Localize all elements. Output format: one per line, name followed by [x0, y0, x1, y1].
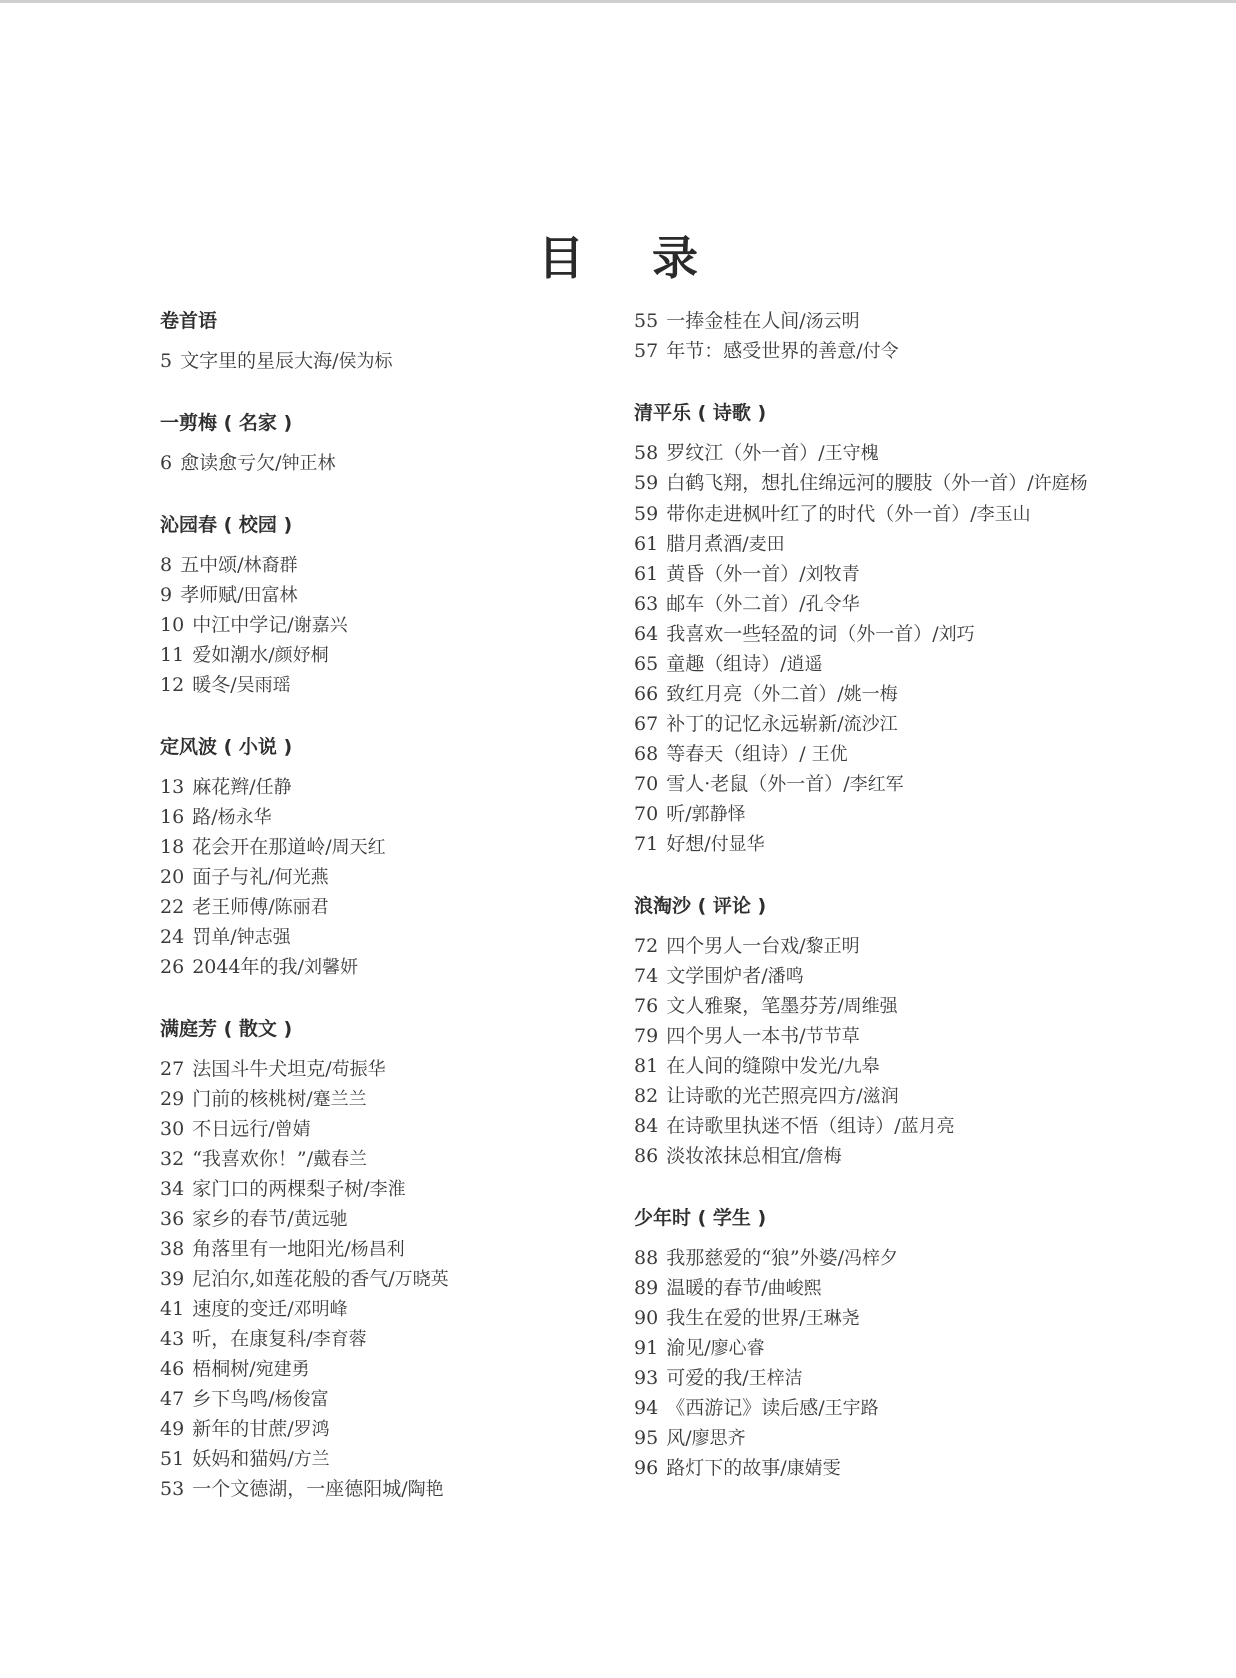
page-number: 58 [634, 442, 659, 464]
entry-title: 路/ [192, 806, 218, 828]
entry-title: 路灯下的故事/ [666, 1457, 787, 1479]
entry-title: 好想/ [666, 833, 711, 855]
entry-title: 文学围炉者/ [666, 965, 768, 987]
toc-entry[interactable] [160, 892, 630, 922]
toc-entry[interactable] [160, 862, 630, 892]
entry-author: 王宇路 [824, 1398, 879, 1419]
page-number: 27 [160, 1058, 185, 1080]
page-number: 67 [634, 713, 659, 735]
page-number: 46 [160, 1358, 185, 1380]
toc-section [634, 1203, 1134, 1483]
entry-author: 侯为标 [338, 351, 393, 372]
entry-title: 家乡的春节/ [192, 1208, 294, 1230]
entry-author: 方兰 [293, 1449, 330, 1470]
page-number: 5 [160, 350, 173, 372]
right-sections [634, 398, 1134, 1483]
entry-author: 李玉山 [976, 504, 1031, 525]
entry-title: 一个文德湖，一座德阳城/ [192, 1478, 408, 1500]
entry-author: 蹇兰兰 [312, 1089, 367, 1110]
toc-section [160, 1014, 630, 1504]
page-number: 65 [634, 653, 659, 675]
entry-author: 陶艳 [407, 1479, 444, 1500]
page-number: 70 [634, 803, 659, 825]
page-number: 9 [160, 584, 173, 606]
page-number: 74 [634, 965, 659, 987]
toc-entry[interactable] [160, 1084, 630, 1114]
entry-author: 麦田 [748, 534, 785, 555]
toc-entry[interactable] [160, 832, 630, 862]
page-number: 82 [634, 1085, 659, 1107]
page-number: 84 [634, 1115, 659, 1137]
page-number: 66 [634, 683, 659, 705]
toc-entry[interactable] [160, 1204, 630, 1234]
toc-entry[interactable] [634, 589, 1134, 619]
toc-entry[interactable] [634, 799, 1134, 829]
entry-title: 门前的核桃树/ [192, 1088, 313, 1110]
page-number: 89 [634, 1277, 659, 1299]
entry-title: 淡妆浓抹总相宜/ [666, 1145, 806, 1167]
toc-entry[interactable] [634, 679, 1134, 709]
page-number: 91 [634, 1337, 659, 1359]
page-number: 6 [160, 452, 173, 474]
page-number: 39 [160, 1268, 185, 1290]
toc-entry[interactable] [634, 306, 1134, 336]
toc-section [160, 732, 630, 982]
toc-entry[interactable] [634, 559, 1134, 589]
section-heading: 卷首语 [160, 310, 218, 332]
entry-title: 让诗歌的光芒照亮四方/ [666, 1085, 863, 1107]
entry-author: 逍遥 [786, 654, 823, 675]
entry-author: 戴春兰 [313, 1149, 368, 1170]
toc-entry[interactable] [634, 739, 1134, 769]
page-number: 26 [160, 956, 185, 978]
entry-author: 苟振华 [331, 1059, 386, 1080]
entry-author: 宛建勇 [255, 1359, 310, 1380]
page-number: 64 [634, 623, 659, 645]
entry-author: 周天红 [331, 837, 386, 858]
toc-entry[interactable] [160, 1384, 630, 1414]
entry-author: 黎正明 [805, 936, 860, 957]
entry-title: “我喜欢你！”/ [192, 1148, 314, 1170]
toc-entry[interactable] [160, 1474, 630, 1504]
page-number: 72 [634, 935, 659, 957]
entry-title: 童趣（组诗）/ [666, 653, 787, 675]
page-number: 88 [634, 1247, 659, 1269]
toc-entry[interactable] [634, 529, 1134, 559]
page-number: 95 [634, 1427, 659, 1449]
entry-author: 许庭杨 [1033, 473, 1088, 494]
entry-author: 付令 [862, 341, 899, 362]
toc-entry[interactable] [634, 991, 1134, 1021]
toc-entry[interactable] [160, 1114, 630, 1144]
entry-author: 钟志强 [236, 927, 291, 948]
section-heading: 清平乐 ( 诗歌 ) [634, 402, 767, 424]
entry-title: 妖妈和猫妈/ [192, 1448, 294, 1470]
entry-title: 花会开在那道岭/ [192, 836, 332, 858]
entry-author: 孔令华 [805, 594, 860, 615]
page-number: 57 [634, 340, 659, 362]
toc-entry[interactable] [634, 1333, 1134, 1363]
toc-entry[interactable] [634, 1081, 1134, 1111]
entry-title: 等春天（组诗）/ [666, 743, 812, 765]
entry-author: 詹梅 [805, 1146, 842, 1167]
entry-author: 田富林 [243, 585, 298, 606]
toc-entry[interactable] [634, 1363, 1134, 1393]
toc-entry[interactable] [160, 640, 630, 670]
entry-title: 邮车（外二首）/ [666, 593, 806, 615]
entry-author: 汤云明 [805, 311, 860, 332]
page-number: 55 [634, 310, 659, 332]
page-number: 76 [634, 995, 659, 1017]
page-number: 11 [160, 644, 185, 666]
page-number: 81 [634, 1055, 659, 1077]
entry-author: 何光燕 [274, 867, 329, 888]
page-number: 22 [160, 896, 185, 918]
toc-entry[interactable] [634, 1273, 1134, 1303]
toc-entry[interactable] [160, 1324, 630, 1354]
entry-title: 补丁的记忆永远崭新/ [666, 713, 844, 735]
entry-author: 郭静怿 [691, 804, 746, 825]
toc-entry[interactable] [160, 1054, 630, 1084]
toc-entry[interactable] [160, 1174, 630, 1204]
entry-author: 林裔群 [243, 555, 298, 576]
toc-entry[interactable] [160, 922, 630, 952]
entry-author: 杨昌利 [350, 1239, 405, 1260]
entry-title: 2044年的我/ [192, 956, 304, 978]
entry-author: 姚一梅 [843, 684, 898, 705]
entry-author: 刘牧青 [805, 564, 860, 585]
page-number: 90 [634, 1307, 659, 1329]
toc-entry[interactable] [634, 829, 1134, 859]
entry-title: 渝见/ [666, 1337, 711, 1359]
page-number: 47 [160, 1388, 185, 1410]
page-number: 24 [160, 926, 185, 948]
page-number: 59 [634, 503, 659, 525]
toc-entry[interactable] [160, 670, 630, 700]
toc-entry[interactable] [634, 499, 1134, 529]
toc-section [634, 398, 1134, 859]
entry-author: 潘鸣 [767, 966, 804, 987]
entry-title: 孝师赋/ [180, 584, 244, 606]
entry-author: 王琳尧 [805, 1308, 860, 1329]
entry-title: 愈读愈亏欠/ [180, 452, 282, 474]
entry-title: 五中颂/ [180, 554, 244, 576]
toc-entry[interactable] [160, 952, 630, 982]
entry-title: 速度的变迁/ [192, 1298, 294, 1320]
toc-entry[interactable] [160, 1354, 630, 1384]
page-number: 34 [160, 1178, 185, 1200]
toc-entry[interactable] [160, 550, 630, 580]
page-number: 96 [634, 1457, 659, 1479]
page-title: 目 录 [537, 231, 724, 285]
page-number: 49 [160, 1418, 185, 1440]
entry-title: 新年的甘蔗/ [192, 1418, 294, 1440]
toc-entry[interactable] [634, 1303, 1134, 1333]
toc-entry[interactable] [634, 619, 1134, 649]
toc-left-column [160, 306, 630, 1536]
entry-title: 一捧金桂在人间/ [666, 310, 806, 332]
page-number: 8 [160, 554, 173, 576]
entry-title: 法国斗牛犬坦克/ [192, 1058, 332, 1080]
page-number: 63 [634, 593, 659, 615]
page-number: 18 [160, 836, 185, 858]
entry-author: 罗鸿 [293, 1419, 330, 1440]
continued-entries [634, 306, 1134, 366]
entry-title: 致红月亮（外二首）/ [666, 683, 844, 705]
toc-entry[interactable] [160, 1294, 630, 1324]
page-number: 86 [634, 1145, 659, 1167]
toc-entry[interactable] [634, 1111, 1134, 1141]
section-heading: 沁园春 ( 校园 ) [160, 514, 293, 536]
toc-entry[interactable] [634, 1021, 1134, 1051]
toc-section [160, 510, 630, 700]
section-heading: 满庭芳 ( 散文 ) [160, 1018, 293, 1040]
toc-entry[interactable] [634, 709, 1134, 739]
entry-title: 老王师傅/ [192, 896, 275, 918]
entry-author: 钟正林 [281, 453, 336, 474]
page-number: 53 [160, 1478, 185, 1500]
entry-title: 腊月煮酒/ [666, 533, 749, 555]
entry-author: 廖心睿 [710, 1338, 765, 1359]
toc-entry[interactable] [634, 769, 1134, 799]
toc-entry[interactable] [160, 802, 630, 832]
entry-title: 黄昏（外一首）/ [666, 563, 806, 585]
entry-author: 王梓洁 [748, 1368, 803, 1389]
entry-author: 蓝月亮 [900, 1116, 955, 1137]
page-number: 20 [160, 866, 185, 888]
toc-entry[interactable] [634, 438, 1134, 468]
toc-entry[interactable] [160, 772, 630, 802]
entry-title: 我生在爱的世界/ [666, 1307, 806, 1329]
section-heading: 一剪梅 ( 名家 ) [160, 412, 293, 434]
entry-author: 九皋 [843, 1056, 880, 1077]
entry-title: 温暖的春节/ [666, 1277, 768, 1299]
entry-author: 刘馨妍 [303, 957, 358, 978]
entry-author: 杨俊富 [274, 1389, 329, 1410]
entry-author: 颜妤桐 [274, 645, 329, 666]
toc-entry[interactable] [634, 1051, 1134, 1081]
toc-entry[interactable] [634, 931, 1134, 961]
entry-author: 康婧雯 [786, 1458, 841, 1479]
page-number: 61 [634, 563, 659, 585]
entry-author: 冯梓夕 [844, 1248, 899, 1269]
entry-title: 文字里的星辰大海/ [180, 350, 339, 372]
page-number: 13 [160, 776, 185, 798]
entry-title: 尼泊尔,如莲花般的香气/ [192, 1268, 395, 1290]
entry-title: 不日远行/ [192, 1118, 275, 1140]
entry-title: 爱如潮水/ [192, 644, 275, 666]
page-number: 79 [634, 1025, 659, 1047]
entry-title: 角落里有一地阳光/ [192, 1238, 351, 1260]
entry-title: 我喜欢一些轻盈的词（外一首）/ [666, 623, 939, 645]
entry-author: 杨永华 [217, 807, 272, 828]
page-number: 51 [160, 1448, 185, 1470]
entry-title: 在人间的缝隙中发光/ [666, 1055, 844, 1077]
toc-entry[interactable] [634, 1393, 1134, 1423]
toc-entry[interactable] [160, 1444, 630, 1474]
page-number: 59 [634, 472, 659, 494]
toc-entry[interactable] [634, 961, 1134, 991]
toc-entry[interactable] [160, 346, 630, 376]
page-number: 71 [634, 833, 659, 855]
toc-entry[interactable] [634, 1453, 1134, 1483]
entry-author: 李红军 [849, 774, 904, 795]
toc-entry[interactable] [160, 1264, 630, 1294]
entry-title: 梧桐树/ [192, 1358, 256, 1380]
page-number: 36 [160, 1208, 185, 1230]
toc-entry[interactable] [160, 580, 630, 610]
entry-title: 面子与礼/ [192, 866, 275, 888]
entry-title: 四个男人一本书/ [666, 1025, 806, 1047]
entry-title: 家门口的两棵梨子树/ [192, 1178, 370, 1200]
entry-title: 听，在康复科/ [192, 1328, 313, 1350]
entry-title: 带你走进枫叶红了的时代（外一首）/ [666, 503, 977, 525]
entry-author: 任静 [255, 777, 292, 798]
toc-entry[interactable] [160, 610, 630, 640]
toc-entry[interactable] [160, 1414, 630, 1444]
entry-title: 风/ [666, 1427, 692, 1449]
page-number: 93 [634, 1367, 659, 1389]
toc-entry[interactable] [160, 1144, 630, 1174]
page-number: 10 [160, 614, 185, 636]
entry-author: 李育蓉 [312, 1329, 367, 1350]
entry-title: 中江中学记/ [192, 614, 294, 636]
entry-author: 滋润 [862, 1086, 899, 1107]
toc-entry[interactable] [634, 649, 1134, 679]
entry-title: 暖冬/ [192, 674, 237, 696]
entry-title: 我那慈爱的“狼”外婆/ [666, 1247, 845, 1269]
entry-title: 罚单/ [192, 926, 237, 948]
entry-author: 邓明峰 [293, 1299, 348, 1320]
entry-author: 周维强 [843, 996, 898, 1017]
entry-author: 万晓英 [394, 1269, 449, 1290]
entry-title: 在诗歌里执迷不悟（组诗）/ [666, 1115, 901, 1137]
section-heading: 少年时 ( 学生 ) [634, 1207, 767, 1229]
entry-author: 刘巧 [938, 624, 975, 645]
page-number: 61 [634, 533, 659, 555]
toc-entry[interactable] [634, 1423, 1134, 1453]
entry-author: 吴雨瑶 [236, 675, 291, 696]
toc-entry[interactable] [634, 468, 1134, 499]
entry-author: 黄远驰 [293, 1209, 348, 1230]
page-number: 38 [160, 1238, 185, 1260]
entry-author: 付显华 [710, 834, 765, 855]
page-number: 32 [160, 1148, 185, 1170]
entry-title: 四个男人一台戏/ [666, 935, 806, 957]
page-number: 94 [634, 1397, 659, 1419]
page-number: 29 [160, 1088, 185, 1110]
page-number: 68 [634, 743, 659, 765]
entry-author: 王优 [811, 744, 848, 765]
entry-author: 李淮 [369, 1179, 406, 1200]
entry-title: 年节：感受世界的善意/ [666, 340, 863, 362]
page-number: 30 [160, 1118, 185, 1140]
toc-entry[interactable] [634, 1243, 1134, 1273]
entry-author: 谢嘉兴 [293, 615, 348, 636]
entry-author: 节节草 [805, 1026, 860, 1047]
toc-entry[interactable] [160, 1234, 630, 1264]
toc-entry[interactable] [634, 336, 1134, 366]
entry-title: 可爱的我/ [666, 1367, 749, 1389]
page-number: 16 [160, 806, 185, 828]
entry-title: 白鹤飞翔，想扎住绵远河的腰肢（外一首）/ [666, 472, 1034, 494]
entry-title: 文人雅聚，笔墨芬芳/ [666, 995, 844, 1017]
page-number: 70 [634, 773, 659, 795]
top-border-line [0, 0, 1236, 3]
entry-author: 廖思齐 [691, 1428, 746, 1449]
entry-author: 陈丽君 [274, 897, 329, 918]
toc-section [160, 306, 630, 376]
toc-entry[interactable] [160, 448, 630, 478]
page-number: 41 [160, 1298, 185, 1320]
page-number: 12 [160, 674, 185, 696]
entry-author: 王守槐 [824, 443, 879, 464]
section-heading: 浪淘沙 ( 评论 ) [634, 895, 767, 917]
entry-author: 曾婧 [274, 1119, 311, 1140]
toc-section [634, 891, 1134, 1171]
entry-author: 流沙江 [843, 714, 898, 735]
toc-section [160, 408, 630, 478]
toc-right-column [634, 306, 1134, 1515]
section-heading: 定风波 ( 小说 ) [160, 736, 293, 758]
entry-title: 听/ [666, 803, 692, 825]
entry-title: 麻花辫/ [192, 776, 256, 798]
toc-entry[interactable] [634, 1141, 1134, 1171]
entry-title: 雪人·老鼠（外一首）/ [666, 773, 850, 795]
entry-title: 罗纹江（外一首）/ [666, 442, 825, 464]
entry-title: 乡下鸟鸣/ [192, 1388, 275, 1410]
page-number: 43 [160, 1328, 185, 1350]
entry-author: 曲峻熙 [767, 1278, 822, 1299]
entry-title: 《西游记》读后感/ [666, 1397, 825, 1419]
